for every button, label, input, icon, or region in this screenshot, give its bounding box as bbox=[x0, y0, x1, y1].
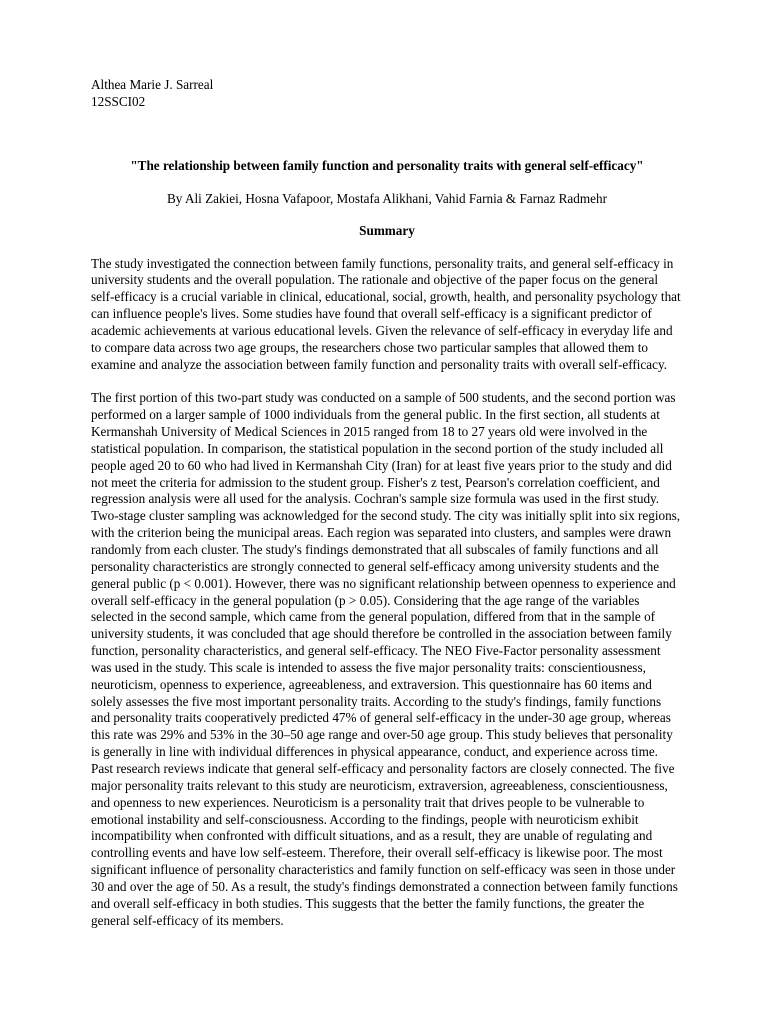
summary-paragraph-1: The study investigated the connection between family functions, personality traits, and general self-efficacy in university students and the overall population. The rationale and objective of the paper focus on the general self-efficacy is a crucial variable in clinical, educational, social, growth, health, and personality psychology that can influence people's lives. Some studies have found that overall self-efficacy is a significant predictor of academic achievements at various educational levels. Given the relevance of self-efficacy in everyday life and to compare data across two age groups, the researchers chose two particular samples that allowed them to examine and analyze the association between family function and personality traits with overall self-efficacy. bbox=[91, 255, 681, 372]
summary-paragraph-2: The first portion of this two-part study was conducted on a sample of 500 students, and the second portion was performed on a larger sample of 1000 individuals from the general public. In the first section, all students at Kermanshah University of Medical Sciences in 2015 ranged from 18 to 27 years old were involved in the statistical population. In comparison, the statistical population in the second portion of the study included all people aged 20 to 60 who had lived in Kermanshah City (Iran) for at least five years prior to the study and did not meet the criteria for admission to the student group. Fisher's z test, Pearson's correlation coefficient, and regression analysis were all used for the analysis. Cochran's sample size formula was used in the first study. Two-stage cluster sampling was acknowledged for the second study. The city was initially split into six regions, with the criterion being the municipal areas. Each region was separated into clusters, and samples were drawn randomly from each cluster. The study's findings demonstrated that all subscales of family functions and all personality characteristics are strongly connected to general self-efficacy among university students and the general public (p < 0.001). However, there was no significant relationship between openness to experience and overall self-efficacy in the general population (p > 0.05). Considering that the age range of the variables selected in the second sample, which came from the general population, differed from that in the sample of university students, it was concluded that age should therefore be controlled in the association between family function, personality characteristics, and general self-efficacy. The NEO Five-Factor personality assessment was used in the study. This scale is intended to assess the five major personality traits: conscientiousness, neuroticism, openness to experience, agreeableness, and extraversion. This questionnaire has 60 items and solely assesses the five most important personality traits. According to the study's findings, family functions and personality traits cooperatively predicted 47% of general self-efficacy in the under-30 age group, whereas this rate was 29% and 53% in the 30–50 age range and over-50 age group. This study believes that personality is generally in line with individual differences in physical appearance, conduct, and experience across time. Past research reviews indicate that general self-efficacy and personality factors are closely connected. The five major personality traits relevant to this study are neuroticism, extraversion, agreeableness, conscientiousness, and openness to new experiences. Neuroticism is a personality trait that drives people to be vulnerable to emotional instability and self-consciousness. According to the findings, people with neuroticism exhibit incompatibility when confronted with difficult situations, and as a result, they are unable of regulating and controlling events and have low self-esteem. Therefore, their overall self-efficacy is likewise poor. The most significant influence of personality characteristics and family function on self-efficacy was seen in those under 30 and over the age of 50. As a result, the study's findings demonstrated a connection between family functions and overall self-efficacy in both studies. This suggests that the better the family functions, the greater the general self-efficacy of its members. bbox=[91, 390, 681, 928]
class-section: 12SSCI02 bbox=[91, 93, 146, 109]
document-title: "The relationship between family function and personality traits with general self-efficacy" bbox=[130, 158, 644, 173]
document-page bbox=[91, 77, 683, 929]
author-name: Althea Marie J. Sarreal bbox=[91, 77, 214, 92]
summary-heading: Summary bbox=[359, 223, 415, 238]
article-authors: By Ali Zakiei, Hosna Vafapoor, Mostafa Alikhani, Vahid Farnia & Farnaz Radmehr bbox=[167, 190, 607, 206]
